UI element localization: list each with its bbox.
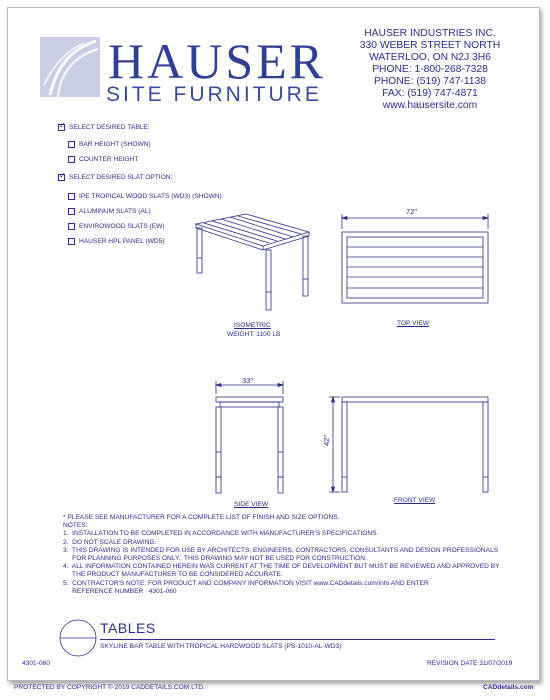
notes-intro: * PLEASE SEE MANUFACTURER FOR A COMPLETE LIST OF FINISH AND SIZE OPTIONS. bbox=[63, 514, 340, 521]
company-line: WATERLOO, ON N2J 3H6 bbox=[369, 52, 491, 63]
title-block bbox=[58, 614, 518, 660]
note-item: 5. CONTRACTOR'S NOTE: FOR PRODUCT AND COMPANY INFORMATION VISIT www.CADdetails.com/info AND ENTER bbox=[63, 579, 429, 587]
table-option-label: BAR HEIGHT (SHOWN) bbox=[79, 141, 151, 148]
notes-section bbox=[63, 514, 503, 596]
drawing-title: TABLES bbox=[100, 620, 156, 636]
side-view-label: SIDE VIEW bbox=[234, 501, 269, 508]
drawing-subtitle: SKYLINE BAR TABLE WITH TROPICAL HARDWOOD SLATS (PS-1010-AL-WD3) bbox=[100, 643, 342, 650]
table-option-label: COUNTER HEIGHT bbox=[79, 156, 139, 163]
top-view-drawing bbox=[342, 214, 488, 303]
logo-wordmark: HAUSER bbox=[108, 33, 327, 89]
table-heading: SELECT DESIRED TABLE: bbox=[69, 124, 150, 131]
top-view-label: TOP VIEW bbox=[397, 320, 429, 327]
logo-tagline: SITE FURNITURE bbox=[106, 83, 322, 106]
slat-heading: SELECT DESIRED SLAT OPTION: bbox=[69, 174, 173, 181]
isometric-drawing bbox=[196, 214, 309, 310]
caddetails-brand[interactable]: CADdetails.com bbox=[483, 684, 534, 691]
height-dimension-label: 42" bbox=[322, 434, 332, 447]
front-view-drawing bbox=[329, 397, 488, 492]
company-website[interactable]: www.hausersite.com bbox=[382, 100, 478, 111]
front-view-label: FRONT VIEW bbox=[394, 497, 436, 504]
company-line: FAX: (519) 747-4871 bbox=[382, 88, 478, 99]
note-item: 3. THIS DRAWING IS INTENDED FOR USE BY ARCHITECTS, ENGINEERS, CONTRACTORS, CONSULTANTS AND DESIGN PROFESSIONALS bbox=[63, 546, 499, 554]
note-item: 4. ALL INFORMATION CONTAINED HEREIN WAS CURRENT AT THE TIME OF DEVELOPMENT BUT MUST BE REVIEWED AND APPROVED BY bbox=[63, 563, 500, 571]
isometric-label: ISOMETRIC bbox=[234, 322, 271, 329]
weight-label: WEIGHT: 1100 LB bbox=[227, 331, 281, 338]
company-line: PHONE: 1-800-268-7328 bbox=[372, 64, 488, 75]
note-item: THE PRODUCT MANUFACTURER TO BE CONSIDERED ACCURATE. bbox=[63, 571, 283, 579]
revision-date: REVISION DATE 31/07/2019 bbox=[427, 660, 513, 667]
side-view-drawing bbox=[216, 381, 283, 493]
note-item: 1. INSTALLATION TO BE COMPLETED IN ACCORDANCE WITH MANUFACTURER'S SPECIFICATIONS. bbox=[63, 530, 379, 538]
reference-number: 4301-060 bbox=[22, 660, 50, 667]
note-item: FOR PLANNING PURPOSES ONLY. THIS DRAWING MAY NOT BE USED FOR CONSTRUCTION. bbox=[63, 555, 367, 563]
slat-option-label: HAUSER HPL PANEL (WD5) bbox=[79, 238, 165, 245]
top-dimension-label: 72" bbox=[406, 207, 418, 216]
side-dimension-label: 33" bbox=[242, 376, 254, 385]
note-item: REFERENCE NUMBER 4301-060 bbox=[63, 587, 177, 595]
slat-option-label: IPE TROPICAL WOOD SLATS (WD3) (SHOWN) bbox=[79, 193, 222, 200]
copyright-text: PROTECTED BY COPYRIGHT © 2019 CADDETAILS.COM LTD. bbox=[14, 684, 205, 691]
slat-option-label: ENVIROWOOD SLATS (EW) bbox=[79, 223, 165, 230]
company-line: 330 WEBER STREET NORTH bbox=[359, 40, 501, 51]
company-line: HAUSER INDUSTRIES INC. bbox=[364, 28, 496, 39]
company-line: PHONE: (519) 747-1138 bbox=[374, 76, 486, 87]
slat-option-label: ALUMINUM SLATS (AL) bbox=[79, 208, 151, 215]
title-divider bbox=[100, 639, 495, 640]
note-item: 2. DO NOT SCALE DRAWING. bbox=[63, 538, 157, 546]
section-circle-icon bbox=[58, 618, 98, 658]
notes-heading: NOTES: bbox=[63, 522, 88, 530]
